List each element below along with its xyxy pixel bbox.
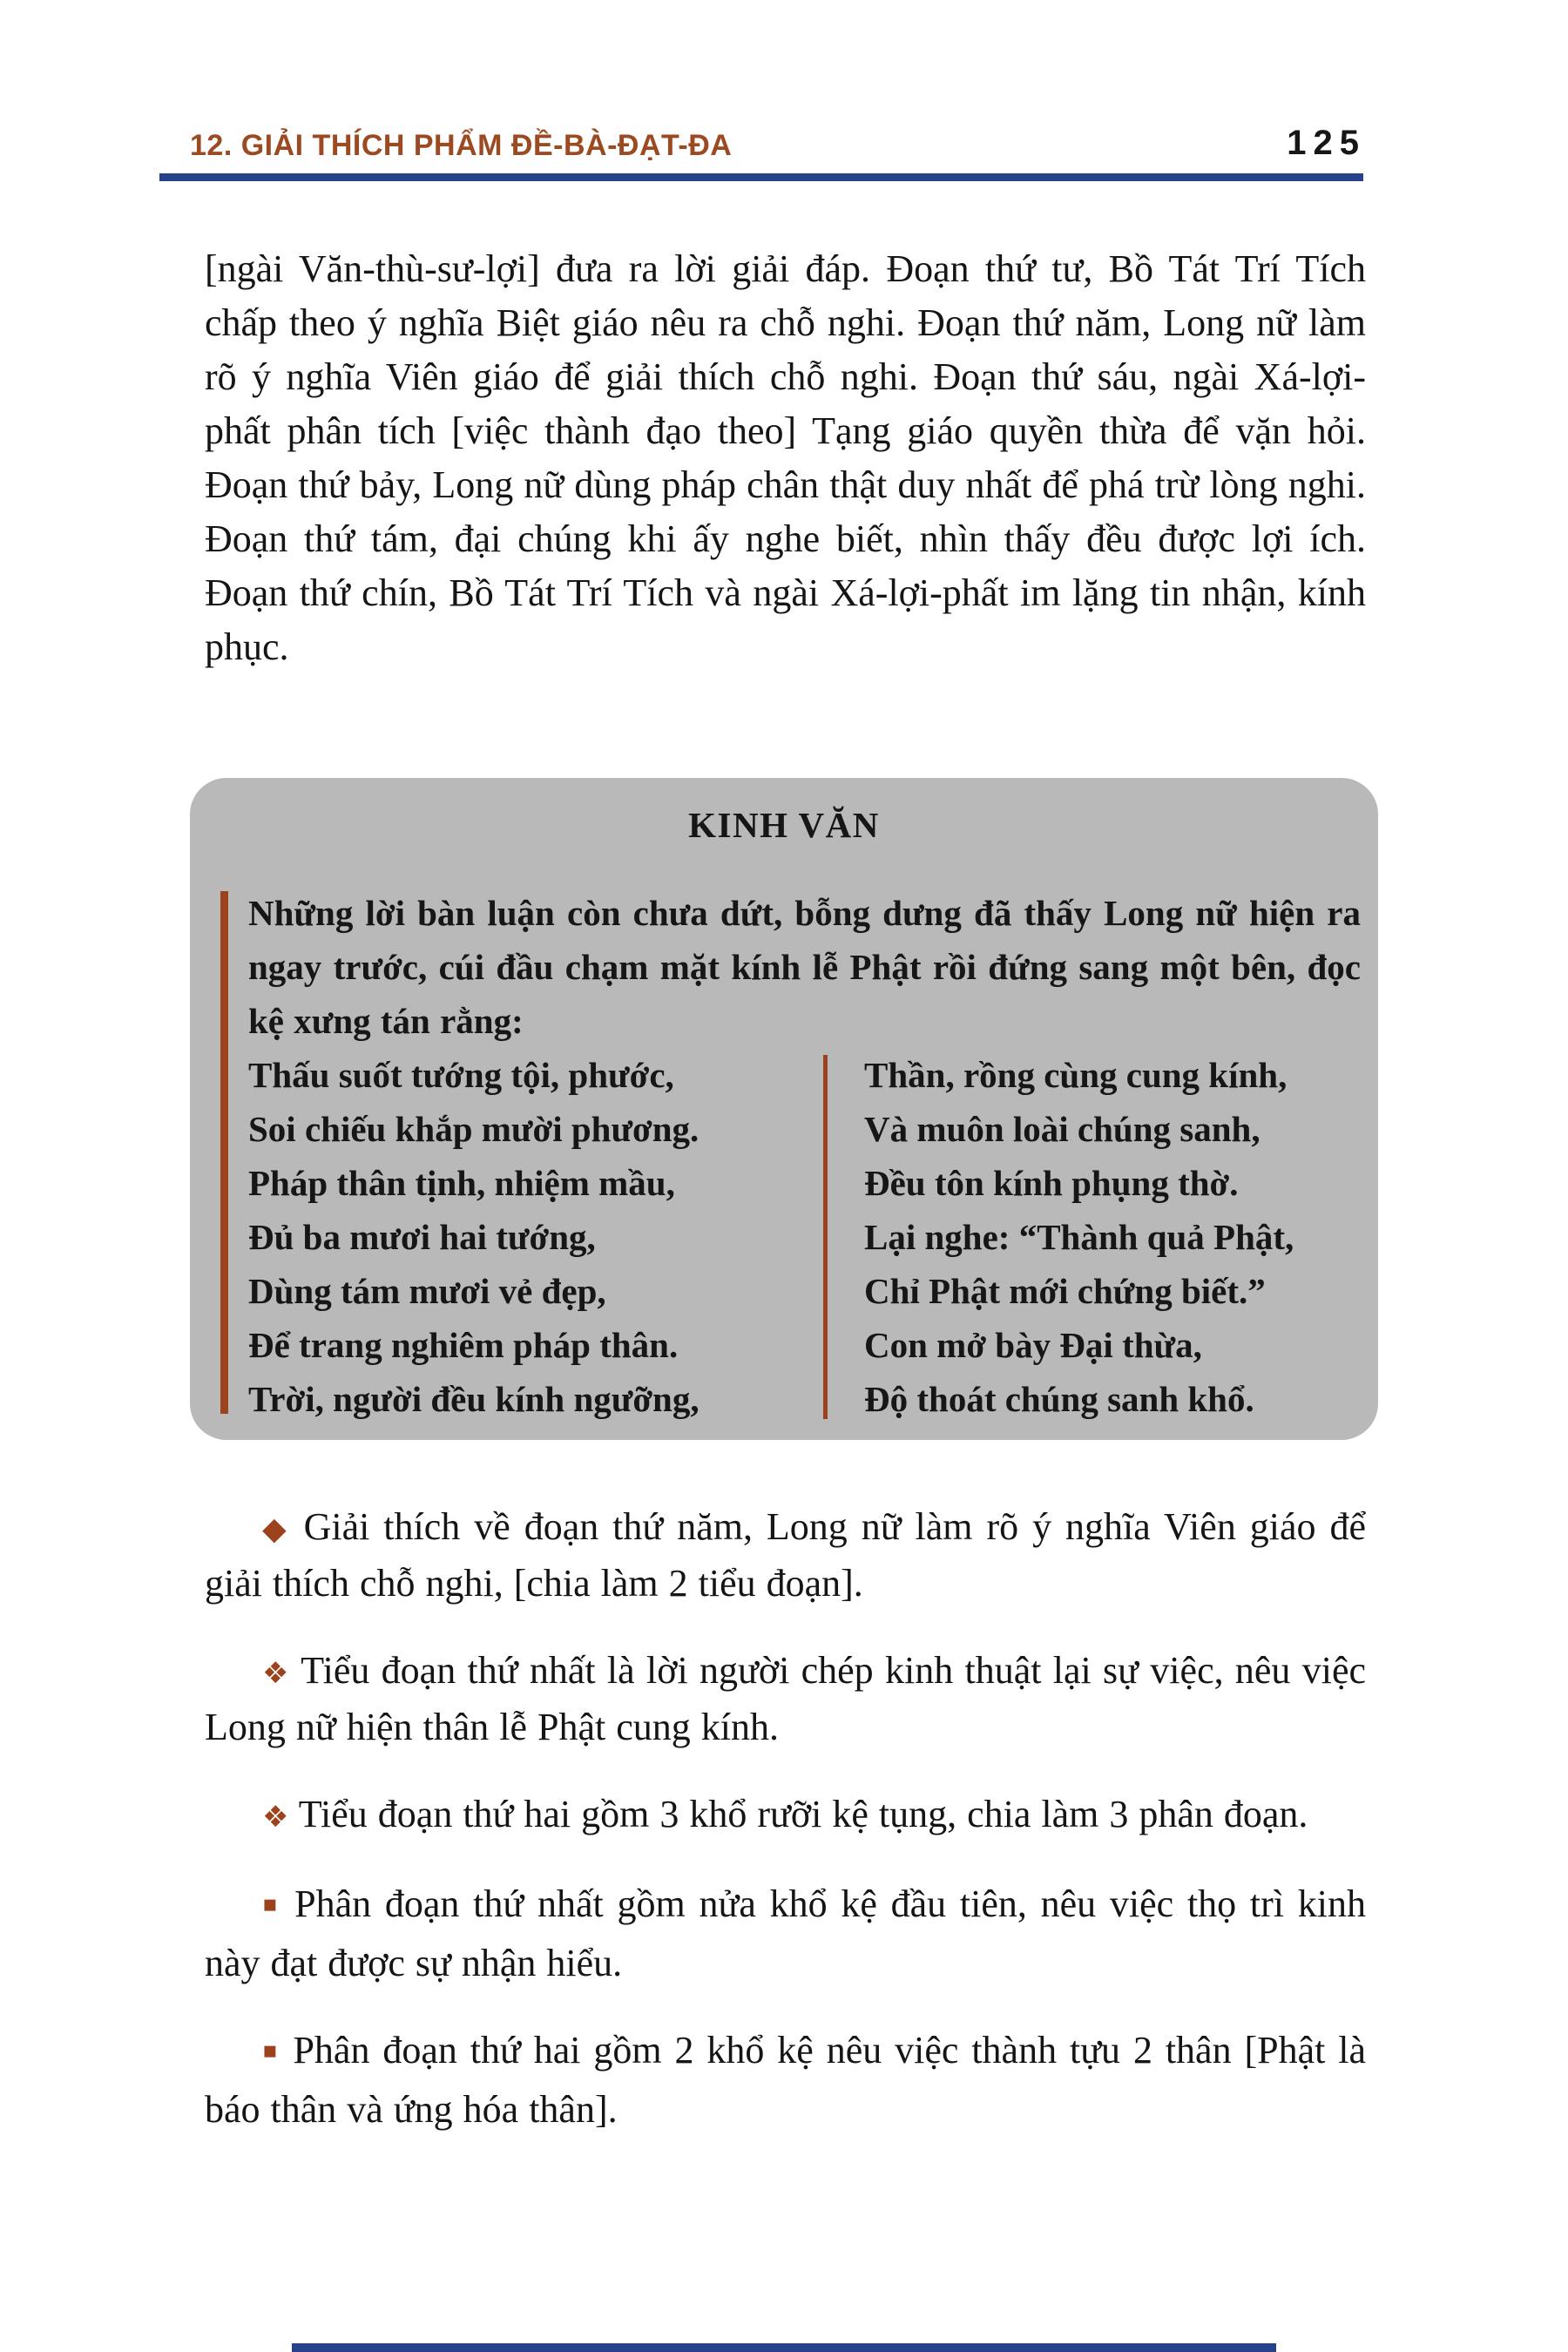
commentary-section xyxy=(205,1500,1366,2170)
header-rule xyxy=(159,173,1363,181)
commentary-paragraph xyxy=(205,1788,1366,1844)
opening-paragraph: [ngài Văn-thù-sư-lợi] đưa ra lời giải đáp. Đoạn thứ tư, Bồ Tát Trí Tích chấp theo ý nghĩa Biệt giáo nêu ra chỗ nghi. Đoạn thứ năm, Long nữ làm rõ ý nghĩa Viên giáo để giải thích chỗ nghi. Đoạn thứ sáu, ngài Xá-lợi-phất phân tích [việc thành đạo theo] Tạng giáo quyền thừa để vặn hỏi. Đoạn thứ bảy, Long nữ dùng pháp chân thật duy nhất để phá trừ lòng nghi. Đoạn thứ tám, đại chúng khi ấy nghe biết, nhìn thấy đều được lợi ích. Đoạn thứ chín, Bồ Tát Trí Tích và ngài Xá-lợi-phất im lặng tin nhận, kính phục. xyxy=(205,247,1366,668)
commentary-text: Phân đoạn thứ hai gồm 2 khổ kệ nêu việc thành tựu 2 thân [Phật là báo thân và ứng hóa thân]. xyxy=(205,2029,1367,2131)
square-bullet-icon: ▪ xyxy=(262,2038,280,2064)
commentary-text: Tiểu đoạn thứ nhất là lời người chép kinh thuật lại sự việc, nêu việc Long nữ hiện thân lễ Phật cung kính. xyxy=(205,1649,1366,1748)
commentary-paragraph xyxy=(205,1877,1366,1990)
verse-line: Pháp thân tịnh, nhiệm mầu, xyxy=(248,1163,675,1203)
page-number: 125 xyxy=(1287,124,1366,162)
verse-line: Con mở bày Đại thừa, xyxy=(864,1325,1202,1365)
four-diamond-bullet-icon: ❖ xyxy=(262,1800,289,1835)
chapter-title: 12. GIẢI THÍCH PHẨM ĐỀ-BÀ-ĐẠT-ĐA xyxy=(190,129,733,162)
kinh-van-left-bar xyxy=(220,891,228,1414)
commentary-text: Tiểu đoạn thứ hai gồm 3 khổ rưỡi kệ tụng, chia làm 3 phân đoạn. xyxy=(298,1793,1308,1835)
verse-line: Lại nghe: “Thành quả Phật, xyxy=(864,1217,1294,1257)
verse-line: Chỉ Phật mới chứng biết.” xyxy=(864,1271,1266,1311)
verse-column-left xyxy=(248,1048,823,1426)
commentary-paragraph xyxy=(205,2024,1366,2137)
kinh-van-box xyxy=(190,778,1378,1440)
verse-line: Đều tôn kính phụng thờ. xyxy=(864,1163,1239,1203)
commentary-paragraph xyxy=(205,1500,1366,1611)
kinh-van-title: KINH VĂN xyxy=(688,805,880,845)
diamond-bullet-icon: ◆ xyxy=(262,1511,290,1547)
verse-line: Và muôn loài chúng sanh, xyxy=(864,1109,1260,1149)
verse-line: Dùng tám mươi vẻ đẹp, xyxy=(248,1271,606,1311)
footer-rule xyxy=(292,2343,1276,2352)
commentary-paragraph xyxy=(205,1644,1366,1754)
verse-line: Đủ ba mươi hai tướng, xyxy=(248,1217,596,1257)
commentary-text: Giải thích về đoạn thứ năm, Long nữ làm rõ ý nghĩa Viên giáo để giải thích chỗ nghi, [chia làm 2 tiểu đoạn]. xyxy=(205,1505,1366,1605)
four-diamond-bullet-icon: ❖ xyxy=(262,1656,290,1691)
verse-line: Thấu suốt tướng tội, phước, xyxy=(248,1055,674,1095)
verse-line: Thần, rồng cùng cung kính, xyxy=(864,1055,1288,1095)
kinh-van-content xyxy=(248,886,1361,1426)
verse-line: Trời, người đều kính ngưỡng, xyxy=(248,1379,700,1419)
verse-row xyxy=(248,1048,1361,1426)
square-bullet-icon: ▪ xyxy=(262,1891,281,1917)
verse-column-right xyxy=(828,1048,1361,1426)
commentary-text: Phân đoạn thứ nhất gồm nửa khổ kệ đầu tiên, nêu việc thọ trì kinh này đạt được sự nhận hiểu. xyxy=(205,1882,1367,1984)
verse-line: Soi chiếu khắp mười phương. xyxy=(248,1109,700,1149)
verse-line: Để trang nghiêm pháp thân. xyxy=(248,1325,679,1365)
kinh-van-intro: Những lời bàn luận còn chưa dứt, bỗng dưng đã thấy Long nữ hiện ra ngay trước, cúi đầu chạm mặt kính lễ Phật rồi đứng sang một bên, đọc kệ xưng tán rằng: xyxy=(248,893,1361,1041)
verse-line: Độ thoát chúng sanh khổ. xyxy=(864,1379,1254,1419)
